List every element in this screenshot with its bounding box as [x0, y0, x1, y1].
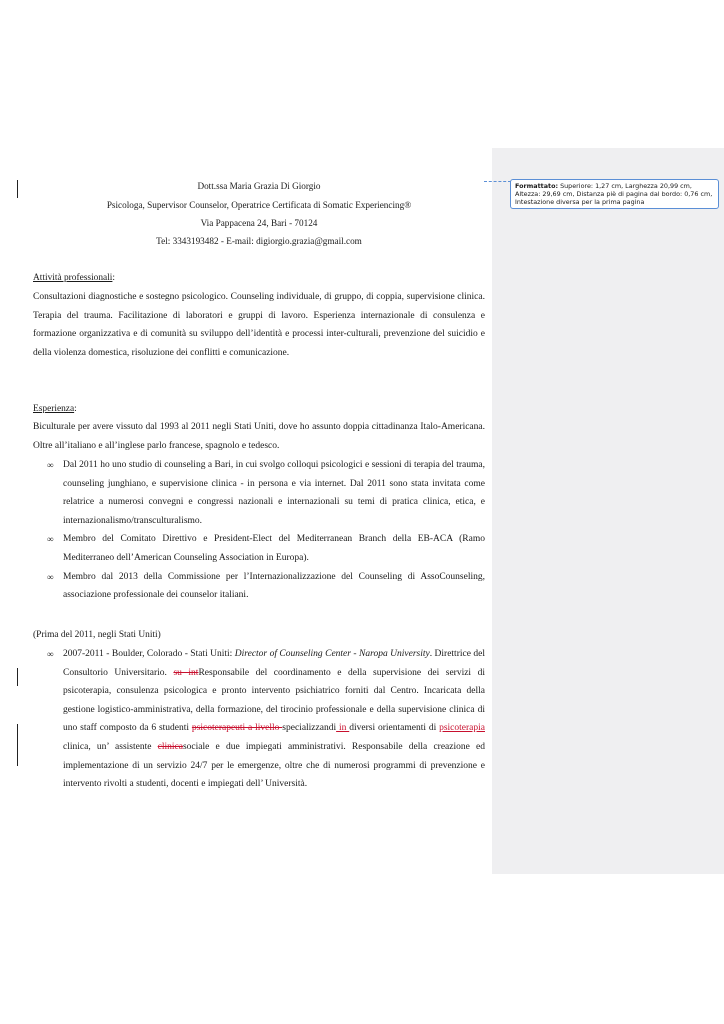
tracked-deletion: su int: [173, 667, 199, 678]
infinity-bullet-icon: ∞: [47, 534, 54, 545]
heading-colon: :: [74, 404, 77, 414]
author-name: Dott.ssa Maria Grazia Di Giorgio: [197, 181, 321, 191]
comment-text: Superiore: 1,27 cm, Larghezza 20,99 cm, Altezza: 29,69 cm, Distanza piè di pagina dal bordo: 0,76 cm, Intestazione diversa per la prima pagina: [515, 182, 713, 206]
esperienza-bullet-list: [33, 456, 485, 605]
author-contact: Tel: 3343193482 - E-mail: digiorgio.grazia@gmail.com: [156, 236, 362, 246]
section-heading-prior: (Prima del 2011, negli Stati Uniti): [33, 630, 161, 640]
tracked-insertion: psicoterapia: [439, 723, 485, 734]
item-text: clinica, un’ assistente: [63, 741, 158, 752]
list-item: [33, 530, 485, 567]
attivita-paragraph: Consultazioni diagnostiche e sostegno psicologico. Counseling individuale, di gruppo, di coppia, supervisione clinica. Terapia del trauma. Facilitazione di laboratori e gruppi di lavoro. Esperienza internazionale di consulenza e formazione organizzativa e di comunità su sviluppo dell’identità e processi inter-culturali, prevenzione del suicidio e della violenza domestica, risoluzione dei conflitti e comunicazione.: [33, 292, 485, 358]
tracked-deletion: psicoterapeuti a livello: [191, 723, 283, 734]
tracked-insertion: in: [336, 723, 350, 734]
item-text: diversi orientamenti di: [349, 723, 440, 734]
list-item: [33, 568, 485, 605]
infinity-bullet-icon: ∞: [47, 460, 54, 470]
change-bar: [17, 180, 18, 198]
formatting-comment-balloon[interactable]: [510, 179, 719, 209]
infinity-bullet-icon: ∞: [47, 571, 54, 582]
list-item: [33, 645, 485, 794]
bullet-text: Membro dal 2013 della Commissione per l’Internazionalizzazione del Counseling di AssoCounseling, associazione professionale dei counselor italiani.: [63, 571, 485, 601]
tracked-deletion: clinica: [157, 741, 183, 752]
section-heading-attivita: [33, 273, 115, 283]
esperienza-intro: Biculturale per avere vissuto dal 1993 al 2011 negli Stati Uniti, dove ho assunto doppia cittadinanza Italo-Americana. Oltre all’italiano e all’inglese parlo francese, spagnolo e tedesco.: [33, 422, 485, 451]
author-address: Via Pappacena 24, Bari - 70124: [200, 218, 318, 228]
heading-colon: :: [112, 273, 116, 283]
markup-pane: [492, 148, 724, 874]
item-text: Responsabile del coordinamento e della supervisione dei servizi di psicoterapia, consulenza psicologica e pronto intervento psichiatrico forniti dal Centro. Incaricata della gestione logistico-amministrativa, della formazione, del tirocinio professionale e della supervisione clinica di uno staff composto da 6 studenti: [63, 667, 485, 734]
item-text: . Direttrice del Consultorio Universitario.: [63, 649, 485, 678]
list-item: [33, 456, 485, 530]
item-text: specializzandi: [282, 723, 337, 734]
change-bar: [17, 668, 18, 686]
bullet-text: Dal 2011 ho uno studio di counseling a Bari, in cui svolgo colloqui psicologici e sessioni di terapia del trauma, counseling junghiano, e supervisione clinica - in persona e via internet. Dal 2011 sono stata invitata come relatrice a numerosi convegni e congressi nazionali e internazionali su temi di pratica clinica, etica, e internazionalismo/transculturalismo.: [63, 460, 485, 526]
heading-text: Esperienza: [33, 404, 75, 414]
comment-label: Formattato:: [515, 182, 559, 190]
item-role: Director of Counseling Center - Naropa University: [234, 649, 430, 659]
author-title: Psicologa, Supervisor Counselor, Operatrice Certificata di Somatic Experiencing®: [106, 200, 412, 210]
change-bar: [17, 724, 18, 766]
item-text: 2007-2011 - Boulder, Colorado - Stati Uniti:: [63, 649, 235, 659]
item-text: sociale e due impiegati amministrativi. Responsabile della creazione ed implementazione di un servizio 24/7 per le emergenze, oltre che di numerosi programmi di prevenzione e intervento rivolti a studenti, docenti e impiegati dell’ Università.: [63, 741, 485, 790]
bullet-text: Membro del Comitato Direttivo e President-Elect del Mediterranean Branch della EB-ACA (Ramo Mediterraneo dell’American Counseling Association in Europa).: [63, 534, 485, 563]
prior-bullet-list: [33, 645, 485, 794]
heading-text: Attività professionali: [33, 273, 113, 283]
comment-connector: [484, 181, 511, 184]
section-heading-esperienza: [33, 404, 77, 414]
infinity-bullet-icon: ∞: [47, 649, 54, 659]
